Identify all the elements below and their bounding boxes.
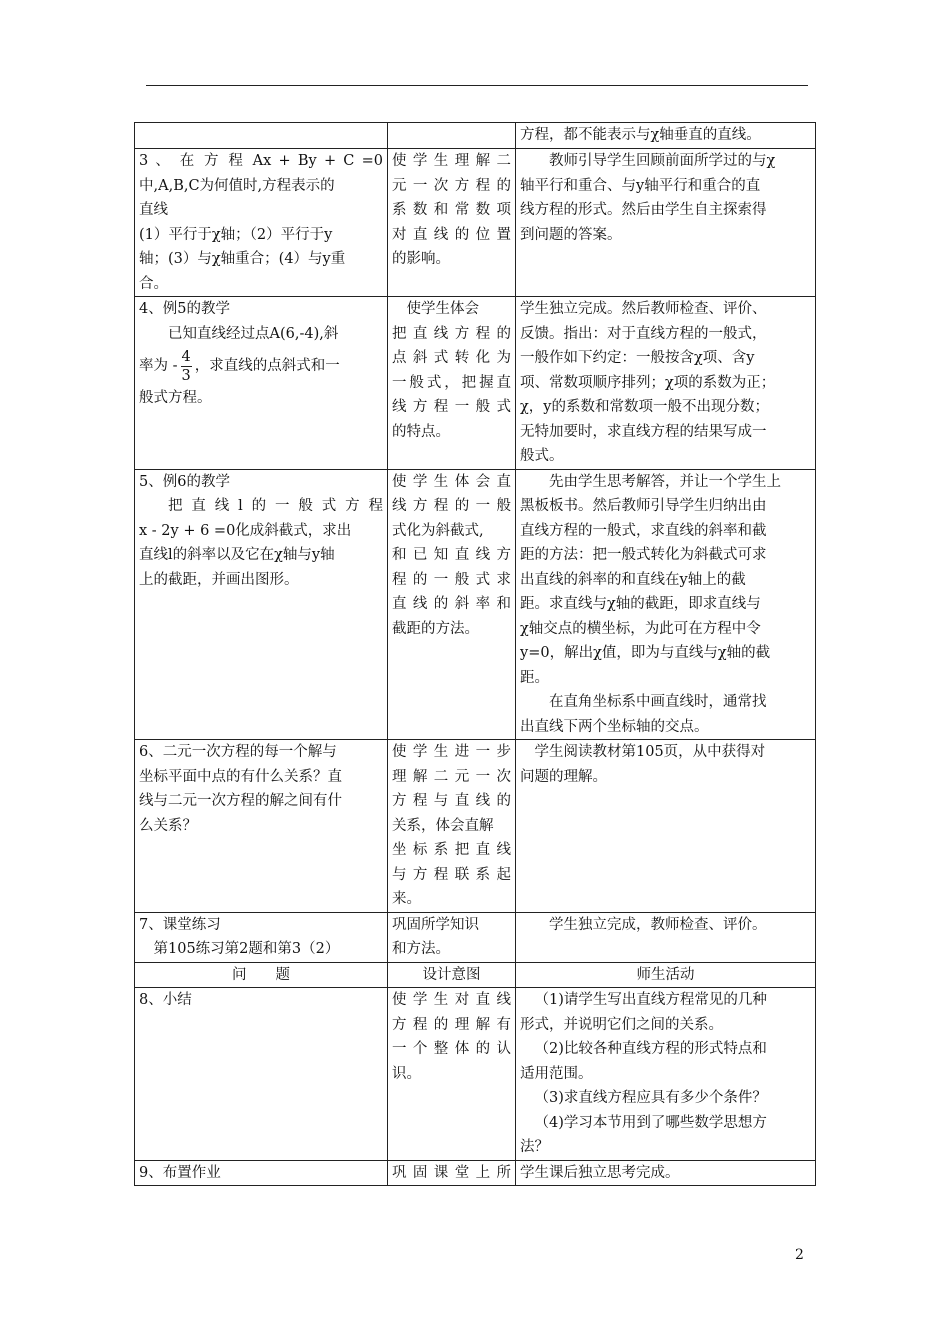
- cell-design-intent: [388, 912, 516, 962]
- cell-design-intent: [388, 297, 516, 470]
- cell-line: 距。: [520, 669, 549, 686]
- cell-line: 使学生对直线: [392, 992, 511, 1008]
- cell-line: χ，y的系数和常数项一般不出现分数；: [520, 399, 769, 415]
- cell-line: 程的一般式求: [392, 571, 511, 588]
- cell-line: 学生课后独立思考完成。: [520, 1164, 680, 1181]
- cell-line: 第105练习第2题和第3（2）: [153, 941, 340, 957]
- cell-line: 合。: [139, 275, 168, 292]
- cell-line: 系数和常数项: [392, 202, 511, 218]
- cell-line: 方程的理解有: [392, 1016, 511, 1033]
- cell-question: [135, 469, 388, 740]
- cell-line: 直线方程的一般式，求直线的斜率和截: [520, 522, 767, 539]
- text-run: ，求直线的点斜式和一: [194, 358, 340, 374]
- cell-line: 教师引导学生回顾前面所学过的与χ: [549, 153, 776, 169]
- cell-activity: [516, 740, 816, 913]
- cell-line: 7、课堂练习: [139, 916, 221, 933]
- cell-line: 关系，体会直解: [392, 817, 494, 834]
- cell-line: （2)比较各种直线方程的形式特点和: [534, 1041, 767, 1057]
- cell-question: [135, 1160, 388, 1186]
- cell-line: [139, 346, 383, 386]
- table-row: [135, 149, 816, 297]
- fraction-numerator: 4: [181, 348, 191, 365]
- cell-design-intent: [388, 149, 516, 297]
- cell-line: 上的截距，并画出图形。: [139, 571, 299, 588]
- column-header-activity: 师生活动: [516, 962, 816, 988]
- cell-line: χ轴交点的横坐标，为此可在方程中令: [520, 620, 761, 637]
- cell-line: 黑板板书。然后教师引导学生归纳出由: [520, 498, 767, 514]
- cell-line: 对直线的位置: [392, 226, 511, 243]
- cell-line: 先由学生思考解答，并让一个学生上: [549, 473, 781, 490]
- cell-line: 元一次方程的: [392, 177, 511, 194]
- cell-line: 线方程一般式: [392, 399, 511, 415]
- cell-line: 方程与直线的: [392, 793, 511, 809]
- cell-line: 方程，都不能表示与χ轴垂直的直线。: [520, 127, 761, 143]
- cell-line: 5、例6的教学: [139, 473, 230, 490]
- cell-line: 出直线下两个坐标轴的交点。: [520, 718, 709, 735]
- cell-line: 出直线的斜率的和直线在y轴上的截: [520, 571, 746, 588]
- cell-line: 使学生体会: [406, 301, 479, 317]
- cell-line: 把直线方程的: [392, 325, 511, 342]
- cell-line: 到问题的答案。: [520, 226, 622, 243]
- cell-line: y=0，解出χ值，即为与直线与χ轴的截: [520, 645, 771, 661]
- cell-design-intent: [388, 123, 516, 149]
- table-header-row: [135, 962, 816, 988]
- cell-question: [135, 297, 388, 470]
- header-rule: [146, 85, 808, 86]
- cell-line: 的影响。: [392, 251, 450, 267]
- cell-line: 一个整体的认: [392, 1041, 511, 1057]
- cell-line: 4、例5的教学: [139, 301, 230, 317]
- fraction-denominator: 3: [181, 367, 191, 384]
- cell-activity: [516, 297, 816, 470]
- cell-line: 直线: [139, 202, 168, 218]
- table-row: [135, 297, 816, 470]
- cell-question: [135, 740, 388, 913]
- cell-line: 项、常数项顺序排列；χ项的系数为正；: [520, 374, 776, 391]
- cell-activity: [516, 469, 816, 740]
- table-row: [135, 123, 816, 149]
- cell-line: 学生独立完成，教师检查、评价。: [549, 916, 767, 933]
- cell-design-intent: [388, 469, 516, 740]
- cell-line: 坐标平面中点的有什么关系？直: [139, 768, 342, 785]
- cell-line: 在直角坐标系中画直线时，通常找: [549, 694, 767, 710]
- cell-line: 线方程的形式。然后由学生自主探索得: [520, 202, 767, 218]
- cell-question: [135, 912, 388, 962]
- cell-activity: [516, 1160, 816, 1186]
- cell-line: 使学生理解二: [392, 153, 511, 169]
- cell-line: 轴平行和重合、与y轴平行和重合的直: [520, 177, 761, 194]
- cell-line: 学生独立完成。然后教师检查、评价、: [520, 301, 767, 317]
- cell-line: 把直线l的一般式方程: [168, 498, 383, 514]
- table-row: [135, 912, 816, 962]
- cell-line: 截距的方法。: [392, 620, 479, 637]
- cell-question: [135, 988, 388, 1161]
- cell-line: 线方程的一般: [392, 498, 511, 514]
- cell-line: （1)请学生写出直线方程常见的几种: [534, 992, 767, 1008]
- cell-line: 直线l的斜率以及它在χ轴与y轴: [139, 547, 335, 563]
- table-row: [135, 1160, 816, 1186]
- cell-question: [135, 123, 388, 149]
- fraction: [181, 348, 192, 385]
- text-run: 率为 -: [139, 358, 178, 374]
- cell-line: 式化为斜截式,: [392, 522, 484, 539]
- table-row: [135, 740, 816, 913]
- cell-line: 一般作如下约定：一般按含χ项、含y: [520, 350, 755, 366]
- cell-line: 直线的斜率和: [392, 596, 511, 612]
- cell-line: 已知直线经过点A(6,-4),斜: [168, 325, 339, 342]
- cell-line: （3)求直线方程应具有多少个条件？: [534, 1090, 767, 1106]
- cell-line: 一般式，把握直: [392, 374, 511, 391]
- cell-line: 使学生进一步: [392, 744, 511, 760]
- cell-line: 距。求直线与χ轴的截距，即求直线与: [520, 596, 761, 612]
- column-header-question: 问 题: [135, 962, 388, 988]
- cell-line: (1）平行于χ轴；（2）平行于y: [139, 226, 333, 243]
- cell-line: 和方法。: [392, 941, 450, 957]
- cell-activity: [516, 988, 816, 1161]
- cell-design-intent: [388, 988, 516, 1161]
- cell-line: 反馈。指出：对于直线方程的一般式，: [520, 325, 767, 342]
- cell-line: 来。: [392, 891, 421, 907]
- cell-line: 无特加要时，求直线方程的结果写成一: [520, 423, 767, 440]
- cell-line: 中,A,B,C为何值时,方程表示的: [139, 177, 335, 194]
- cell-line: 轴；(3）与χ轴重合；(4）与y重: [139, 251, 346, 267]
- cell-line: 理解二元一次: [392, 768, 511, 785]
- cell-line: 形式，并说明它们之间的关系。: [520, 1016, 723, 1033]
- cell-line: 般式。: [520, 448, 564, 464]
- cell-line: 么关系？: [139, 817, 197, 834]
- cell-line: 的特点。: [392, 423, 450, 440]
- cell-line: 巩固课堂上所: [392, 1164, 511, 1181]
- cell-line: 识。: [392, 1065, 421, 1082]
- cell-question: [135, 149, 388, 297]
- table-row: [135, 988, 816, 1161]
- cell-line: 与方程联系起: [392, 866, 511, 883]
- column-header-design-intent: 设计意图: [388, 962, 516, 988]
- cell-line: 坐标系把直线: [392, 842, 511, 858]
- cell-line: 6、二元一次方程的每一个解与: [139, 744, 337, 760]
- page-number: 2: [795, 1247, 804, 1263]
- cell-design-intent: [388, 1160, 516, 1186]
- cell-line: 和已知直线方: [392, 547, 511, 563]
- cell-line: 距的方法：把一般式转化为斜截式可求: [520, 547, 767, 563]
- cell-line: x - 2y + 6 =0化成斜截式，求出: [139, 522, 352, 539]
- cell-activity: [516, 149, 816, 297]
- cell-line: 适用范围。: [520, 1065, 593, 1082]
- table-row: [135, 469, 816, 740]
- cell-activity: [516, 123, 816, 149]
- cell-line: 问题的理解。: [520, 768, 607, 785]
- cell-line: 法？: [520, 1139, 549, 1155]
- cell-line: （4)学习本节用到了哪些数学思想方: [534, 1114, 767, 1131]
- cell-line: 线与二元一次方程的解之间有什: [139, 793, 342, 809]
- cell-line: 学生阅读教材第105页，从中获得对: [534, 744, 766, 760]
- cell-activity: [516, 912, 816, 962]
- cell-line: 3 、 在 方 程 Ax + By + C =0: [139, 153, 383, 169]
- cell-design-intent: [388, 740, 516, 913]
- cell-line: 巩固所学知识: [392, 916, 479, 933]
- cell-line: 使学生体会直: [392, 473, 511, 490]
- cell-line: 9、布置作业: [139, 1164, 221, 1181]
- cell-line: 般式方程。: [139, 390, 212, 406]
- lesson-plan-table: [134, 122, 816, 1186]
- cell-line: 点斜式转化为: [392, 350, 511, 366]
- cell-line: 8、小结: [139, 992, 192, 1008]
